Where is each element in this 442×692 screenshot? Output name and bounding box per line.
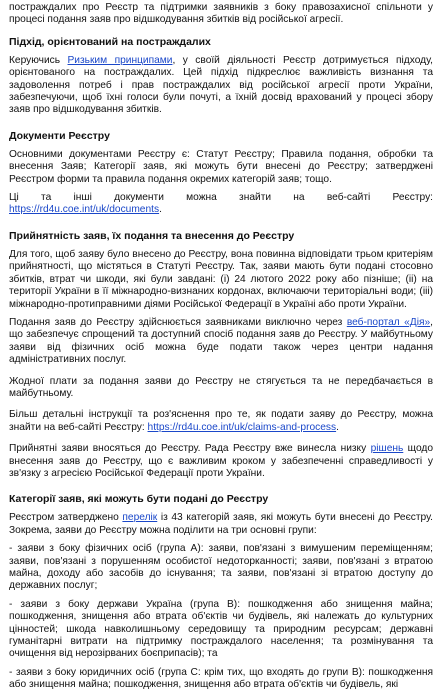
riga-principles-link[interactable]: Ризьким принципами [67, 54, 173, 66]
section-heading-admissibility: Прийнятність заяв, їх подання та внесення до Реєстру [9, 229, 295, 242]
categories-paragraph: Реєстром затверджено перелік із 43 категорій заяв, які можуть бути внесені до Реєстру. Зокрема, заяви до Реєстру можна поділити на три основні групи: [9, 512, 433, 536]
list-item-group-b: - заяви з боку держави Україна (група В): пошкодження або знищення майна; пошкодження, знищення або втрата об'єктів чи будівель, які належать до культурних цінностей; шкода навколишньому середовищу та природним ресурсам; державні гуманітарні витрати на підтримку постраждалого населення; та розмінування та очищення від нерозірваних боєприпасів); та [9, 598, 433, 660]
diia-portal-link[interactable]: веб-портал «Дія» [346, 316, 431, 328]
documents-link[interactable]: https://rd4u.coe.int/uk/documents [9, 204, 160, 216]
admissibility-paragraph: Для того, щоб заяву було внесено до Реєстру, вона повинна відповідати трьом критеріям прийнятності, що містяться в Статуті Реєстру. Так, заяви мають бути подані стосовно збитків, втрат чи шкоди, які були завдані: (i) 24 лютого 2022 року або пізніше; (ii) на території України в її міжнародно-визнаних кордонах, включаючи територіальні води; (iii) міжнародно-протиправними діями Російської Федерації в Україні або проти України. [9, 248, 433, 310]
section-heading-documents: Документи Реєстру [9, 129, 110, 142]
claims-process-link[interactable]: https://rd4u.coe.int/uk/claims-and-process [147, 421, 337, 433]
no-fee-paragraph: Жодної плати за подання заяви до Реєстру не стягується та не передбачається в майбутньому. [9, 375, 433, 399]
section-heading-survivor-approach: Підхід, орієнтований на постраждалих [9, 35, 211, 48]
submission-paragraph: Подання заяв до Реєстру здійснюється заявниками виключно через веб-портал «Дія», що забезпечує спрощений та доступний спосіб подання заяв до Реєстру. У майбутньому заяви від фізичних осіб можна буде подати також через центри надання адміністративних послуг. [9, 316, 433, 366]
intro-paragraph: постраждалих про Реєстр та підтримки заявників з боку правозахисної спільноти у процесі подання заяв про відшкодування збитків від російської агресії. [9, 2, 433, 26]
decisions-link[interactable]: рішень [370, 443, 404, 455]
documents-paragraph: Основними документами Реєстру є: Статут Реєстру; Правила подання, обробки та внесення Заяв; Категорії заяв, які можуть бути внесені до Реєстру; затверджені Реєстром форми та правила подання окремих категорій заяв; тощо. [9, 148, 433, 185]
survivor-approach-paragraph: Керуючись Ризьким принципами, у своїй діяльності Реєстр дотримується підходу, орієнтованого на постраждалих. Цей підхід підкреслює важливість визнання та задоволення потреб і прав постраждалих від російської агресії проти України, забезпечуючи, щоб їхні голоси були почуті, а їхній досвід врахований у процесі збору заяв про відшкодування збитків. [9, 54, 433, 116]
list-item-group-a: - заяви з боку фізичних осіб (група А): заяви, пов'язані з вимушеним переміщенням; заяви, пов'язані з порушенням особистої недоторканності; заяви, пов'язані з втратою майна, доходу або засобів до існування; та заяви, пов'язані зі втратою доступу до державних послуг; [9, 543, 433, 592]
instructions-paragraph: Більш детальні інструкції та роз'яснення про те, як подати заяву до Реєстру, можна знайти на веб-сайті Реєстру: https://rd4u.coe.int/uk/claims-and-process. [9, 409, 433, 433]
list-item-group-c: - заяви з боку юридичних осіб (група С: крім тих, що входять до групи В): пошкодження або знищення майна; пошкодження, знищення або втрата об'єктів чи будівель, які [9, 666, 433, 691]
documents-link-paragraph: Ці та інші документи можна знайти на веб-сайті Реєстру: https://rd4u.coe.int/uk/documents. [9, 192, 433, 216]
section-heading-categories: Категорії заяв, які можуть бути подані до Реєстру [9, 493, 269, 506]
decisions-paragraph: Прийнятні заяви вносяться до Реєстру. Рада Реєстру вже винесла низку рішень щодо внесення заяв до Реєстру, що є важливим кроком у забезпеченні справедливості у зв'язку з агресією Російської Федерації проти України. [9, 443, 433, 479]
categories-list-link[interactable]: перелік [122, 512, 158, 524]
